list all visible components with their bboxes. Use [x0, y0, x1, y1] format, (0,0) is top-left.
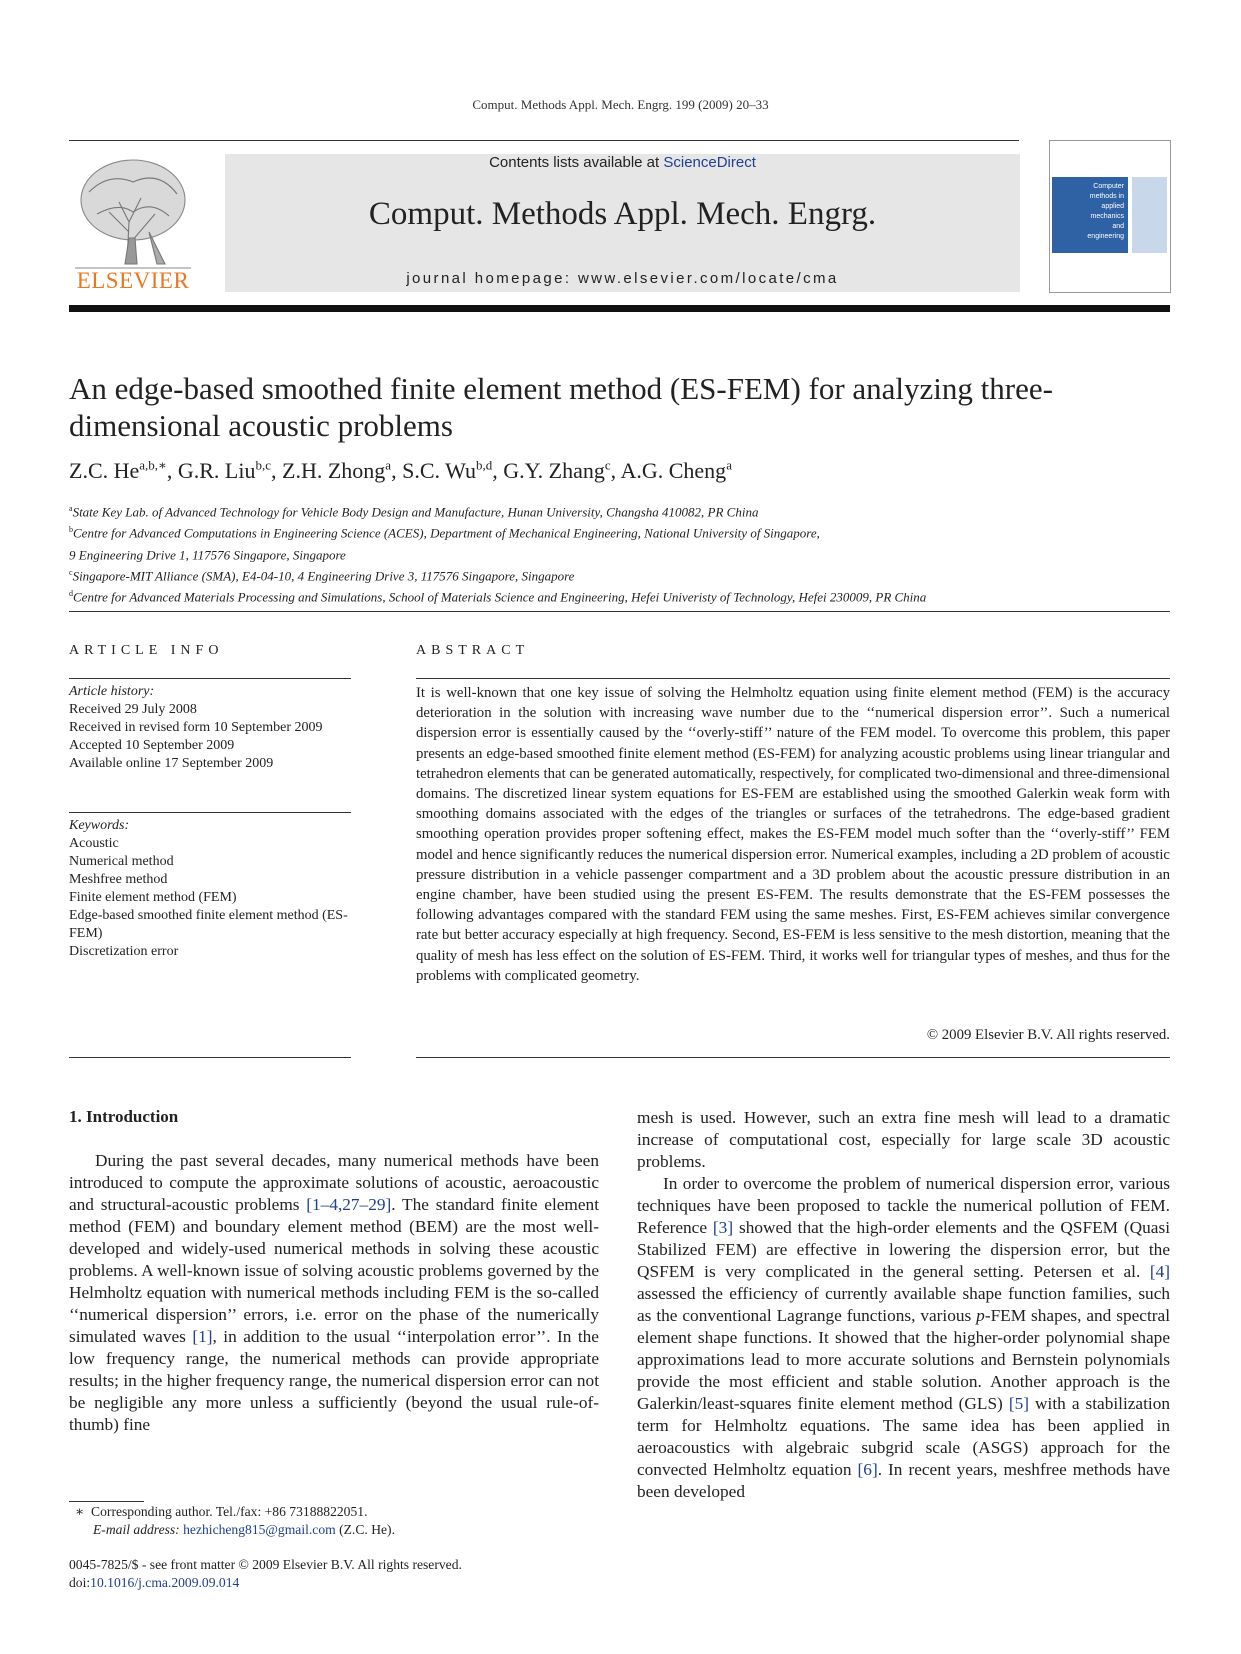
keywords — [69, 817, 359, 961]
affiliation: $^b$Centre for Advanced Computations in Engineering Science (ACES), Department of Mechanical Engineering, National University of Singapore, — [69, 525, 820, 541]
doi-link[interactable]: 10.1016/j.cma.2009.09.014 — [90, 1575, 240, 1590]
body-column-left — [69, 1150, 599, 1436]
reference-link[interactable]: [4] — [1149, 1262, 1170, 1281]
keyword: Edge-based smoothed finite element method (ES-FEM) — [69, 908, 348, 941]
abstract-label: ABSTRACT — [416, 643, 530, 658]
keyword: Finite element method (FEM) — [69, 890, 237, 905]
email-link[interactable]: hezhicheng815@gmail.com — [183, 1522, 336, 1537]
affiliations — [69, 500, 1170, 607]
footnote-mark: ∗ — [75, 1504, 85, 1519]
section-heading: 1. Introduction — [69, 1107, 179, 1126]
author: G.Y. Zhang$^c$ — [503, 457, 611, 483]
author: S.C. Wu$^{b,d}$ — [402, 457, 493, 483]
contents-prefix: Contents lists available at — [489, 154, 664, 171]
keyword: Numerical method — [69, 854, 174, 869]
abstract-bottom-rule — [416, 1057, 1170, 1058]
affiliation: 9 Engineering Drive 1, 117576 Singapore, Singapore — [69, 546, 346, 562]
header-thick-rule — [69, 305, 1170, 312]
history-item: Available online 17 September 2009 — [69, 756, 274, 771]
history-item: Accepted 10 September 2009 — [69, 738, 235, 753]
paragraph: In order to overcome the problem of numerical dispersion error, various techniques have been proposed to tackle the numerical pollution of FEM. Reference [3] showed that the high-order elements and the QSFEM (Quasi Stabilized FEM) are effective in lowering the dispersion error, but the QSFEM is very complicated in the general setting. Petersen et al. [4] assessed the efficiency of currently available shape function families, such as the conventional Lagrange functions, various p-FEM shapes, and spectral element shape functions. It showed that the higher-order polynomial shape approximations lead to more accurate solutions and Bernstein polynomials provide the most efficient and stable solution. Another approach is the Galerkin/least-squares finite element method (GLS) [5] with a stabilization term for Helmholtz equations. The same idea has been applied in aeroacoustics with algebraic subgrid scale (ASGS) approach for the convected Helmholtz equation [6]. In recent years, meshfree methods have been developed — [637, 1174, 1170, 1501]
elsevier-wordmark: ELSEVIER — [76, 268, 190, 293]
abstract-text: It is well-known that one key issue of solving the Helmholtz equation using finite element method (FEM) is the accuracy deterioration in the solution with increasing wave number due to the ‘‘numerical dispersion error’’. Such a numerical dispersion error is essentially caused by the ‘‘overly-stiff’’ nature of the FEM model. To overcome this problem, this paper presents an edge-based smoothed finite element method (ES-FEM) for analyzing acoustic problems using linear triangular and tetrahedron elements that can be generated automatically, respectively, for complicated two-dimensional and three-dimensional domains. The discretized linear system equations for ES-FEM are established using the smoothed Galerkin weak form with smoothing domains associated with the edges of the triangles or surfaces of the tetrahedrons. The edge-based gradient smoothing operation provides proper softening effect, makes the ES-FEM model much softer than the ‘‘overly-stiff’’ FEM model and hence significantly reduces the numerical dispersion error. Numerical examples, including a 2D problem of acoustic pressure distribution in a vehicle passenger compartment and a 3D problem about the acoustic pressure distribution in an engine chamber, have been studied using the present ES-FEM. The results demonstrate that the ES-FEM possesses the following advantages compared with the standard FEM using the same meshes. First, ES-FEM achieves similar convergence rate but better accuracy especially at high frequency. Second, ES-FEM is less sensitive to the mesh distortion, meaning that the quality of mesh has less effect on the solution of ES-FEM. Third, it works well for triangular types of meshes, and thus for the problems with complicated geometry. — [416, 685, 1170, 984]
cover-title: Computer methods in applied mechanics and engineering — [1087, 183, 1124, 240]
contents-line — [225, 154, 1020, 171]
journal-citation: Comput. Methods Appl. Mech. Engrg. 199 (2009) 20–33 — [472, 97, 769, 112]
article-info-rule — [69, 678, 351, 679]
paper-title: An edge-based smoothed finite element method (ES-FEM) for analyzing three-dimensional acoustic problems — [69, 371, 1053, 443]
keywords-label: Keywords: — [69, 818, 130, 833]
corresponding-author: Corresponding author. Tel./fax: +86 73188822051. — [91, 1504, 368, 1519]
cover-light-panel — [1132, 177, 1167, 253]
history-item: Received 29 July 2008 — [69, 702, 197, 717]
paragraph: mesh is used. However, such an extra fine mesh will lead to a dramatic increase of computational cost, especially for large scale 3D acoustic problems. — [637, 1108, 1170, 1171]
body-column-right — [637, 1107, 1170, 1503]
journal-cover-thumbnail — [1049, 140, 1171, 293]
author: A.G. Cheng$^a$ — [620, 457, 732, 483]
author: Z.H. Zhong$^a$ — [282, 457, 392, 483]
journal-homepage[interactable]: journal homepage: www.elsevier.com/locate/cma — [406, 270, 839, 287]
issn-footer — [69, 1556, 629, 1592]
issn-line: 0045-7825/$ - see front matter © 2009 Elsevier B.V. All rights reserved. — [69, 1557, 462, 1572]
abstract-copyright: © 2009 Elsevier B.V. All rights reserved. — [926, 1027, 1170, 1043]
keyword: Discretization error — [69, 944, 179, 959]
author: Z.C. $He^{a,b,∗}$ — [69, 457, 167, 483]
author-list: Z.C. $He^{a,b,∗}$, G.R. Liu$^{b,c}$, Z.H. Zhong$^a$, S.C. Wu$^{b,d}$, G.Y. Zhang$^c$, A.G. Cheng$^a$ — [69, 457, 732, 483]
article-info-label: ARTICLE INFO — [69, 643, 224, 658]
doi-line: doi:10.1016/j.cma.2009.09.014 — [69, 1575, 240, 1590]
paragraph: During the past several decades, many numerical methods have been introduced to compute the approximate solutions of acoustic, aeroacoustic and structural-acoustic problems [1–4,27–29]. The standard finite element method (FEM) and boundary element method (BEM) are the most well-developed and widely-used numerical methods in solving these acoustic problems. A well-known issue of solving acoustic problems governed by the Helmholtz equation with numerical methods including FEM is the so-called ‘‘numerical dispersion’’ errors, i.e. error on the phase of the numerically simulated waves [1], in addition to the usual ‘‘interpolation error’’. In the low frequency range, the numerical methods can provide appropriate results; in the higher frequency range, the numerical dispersion error can not be negligible any more unless a sufficiently (beyond the usual rule-of-thumb) fine — [69, 1151, 599, 1434]
corresponding-author-footnote: ∗ Corresponding author. Tel./fax: +86 73188822051. E-mail address: hezhicheng815@gmail.com (Z.C. He). — [75, 1504, 395, 1537]
abstract-rule — [416, 678, 1170, 679]
keyword: Meshfree method — [69, 872, 168, 887]
keywords-rule — [69, 812, 351, 813]
history-label: Article history: — [69, 684, 155, 699]
reference-link[interactable]: [3] — [712, 1218, 734, 1237]
history-item: Received in revised form 10 September 2009 — [69, 720, 323, 735]
affiliation: $^d$Centre for Advanced Materials Processing and Simulations, School of Materials Science and Engineering, Hefei Univeristy of Technology, Hefei 230009, PR China — [69, 589, 927, 605]
affiliation: $^a$State Key Lab. of Advanced Technology for Vehicle Body Design and Manufacture, Hunan University, Changsha 410082, PR China — [69, 504, 759, 520]
affiliation-rule — [69, 611, 1170, 612]
reference-link[interactable]: [1–4,27–29] — [306, 1195, 392, 1214]
header-rule — [69, 140, 1019, 141]
author: G.R. Liu$^{b,c}$ — [177, 457, 272, 483]
sciencedirect-link[interactable]: ScienceDirect — [663, 154, 756, 171]
reference-link[interactable]: [1] — [192, 1327, 213, 1346]
article-history — [69, 683, 359, 773]
journal-name: Comput. Methods Appl. Mech. Engrg. — [368, 196, 877, 232]
article-info-bottom-rule — [69, 1057, 351, 1058]
reference-link[interactable]: [6] — [857, 1460, 878, 1479]
reference-link[interactable]: [5] — [1008, 1394, 1030, 1413]
footnote-rule — [69, 1501, 144, 1502]
affiliation: $^c$Singapore-MIT Alliance (SMA), E4-04-10, 4 Engineering Drive 3, 117576 Singapore, Singapore — [69, 567, 575, 584]
email-label: E-mail address: — [93, 1522, 184, 1537]
keyword: Acoustic — [69, 836, 119, 851]
